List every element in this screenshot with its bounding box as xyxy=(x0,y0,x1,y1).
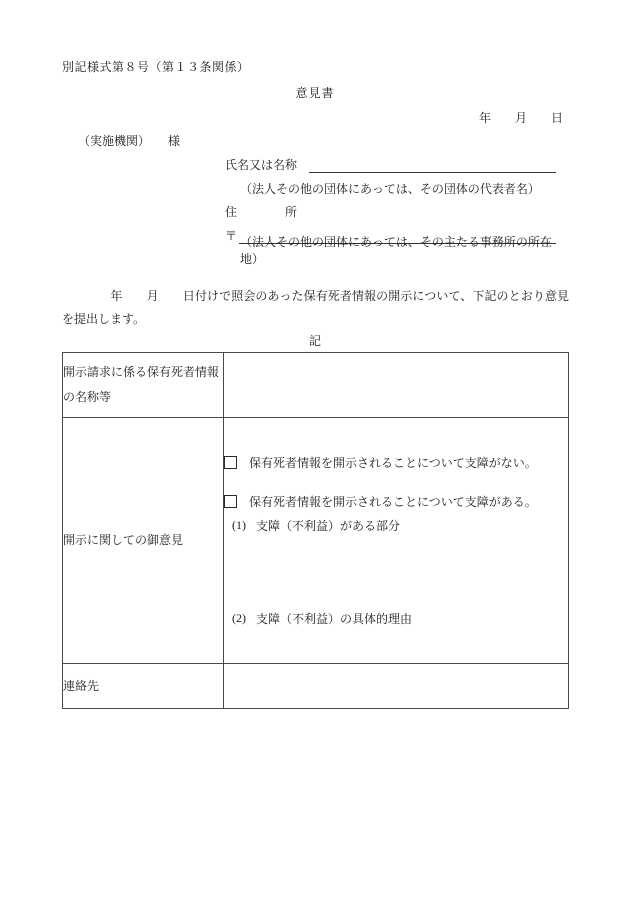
form-number: 別記様式第８号（第１３条関係） xyxy=(62,60,250,74)
option-objection xyxy=(224,493,568,510)
name-label: 氏名又は名称 xyxy=(225,158,298,172)
checkbox-no-objection-icon[interactable] xyxy=(224,456,237,469)
table-row-opinion xyxy=(63,418,569,664)
record-heading: 記 xyxy=(308,334,321,348)
postal-mark: 〒 xyxy=(225,228,238,243)
applicant-block xyxy=(225,155,556,273)
sub-item-label: 支障（不利益）がある部分 xyxy=(256,519,401,533)
sub-item-number: (1) xyxy=(232,518,246,532)
row1-input-cell[interactable] xyxy=(224,353,569,418)
row3-header-cell: 連絡先 xyxy=(63,664,224,709)
row2-content-cell[interactable] xyxy=(224,418,569,664)
address-label: 住 所 xyxy=(225,205,298,219)
sub-item-concrete-reason xyxy=(224,610,568,627)
page-title: 意見書 xyxy=(295,86,335,100)
row2-header-cell: 開示に関しての御意見 xyxy=(63,418,224,664)
body-paragraph: 年 月 日付けで照会のあった保有死者情報の開示について、下記のとおり意見を提出します。 xyxy=(62,289,569,326)
sub-item-number: (2) xyxy=(232,611,246,625)
option-label: 保有死者情報を開示されることについて支障がある。 xyxy=(249,495,537,509)
name-field-line xyxy=(225,155,556,173)
option-no-objection xyxy=(224,454,568,471)
table-row-contact xyxy=(63,664,569,709)
row3-input-cell[interactable] xyxy=(224,664,569,709)
opinion-table xyxy=(62,352,569,709)
name-note: （法人その他の団体にあっては、その団体の代表者名） xyxy=(240,181,540,196)
option-label: 保有死者情報を開示されることについて支障がない。 xyxy=(249,456,537,470)
date-blank-line: 年 月 日 xyxy=(478,111,563,125)
name-input-line[interactable] xyxy=(309,156,556,173)
table-row-info-name xyxy=(63,353,569,418)
row1-header-cell: 開示請求に係る保有死者情報の名称等 xyxy=(63,353,224,418)
address-note: （法人その他の団体にあっては、その主たる事務所の所在地） xyxy=(240,235,552,266)
checkbox-objection-icon[interactable] xyxy=(224,495,237,508)
recipient-line: （実施機関） 様 xyxy=(78,134,181,148)
sub-item-label: 支障（不利益）の具体的理由 xyxy=(256,612,413,626)
sub-item-affected-part xyxy=(224,517,568,534)
